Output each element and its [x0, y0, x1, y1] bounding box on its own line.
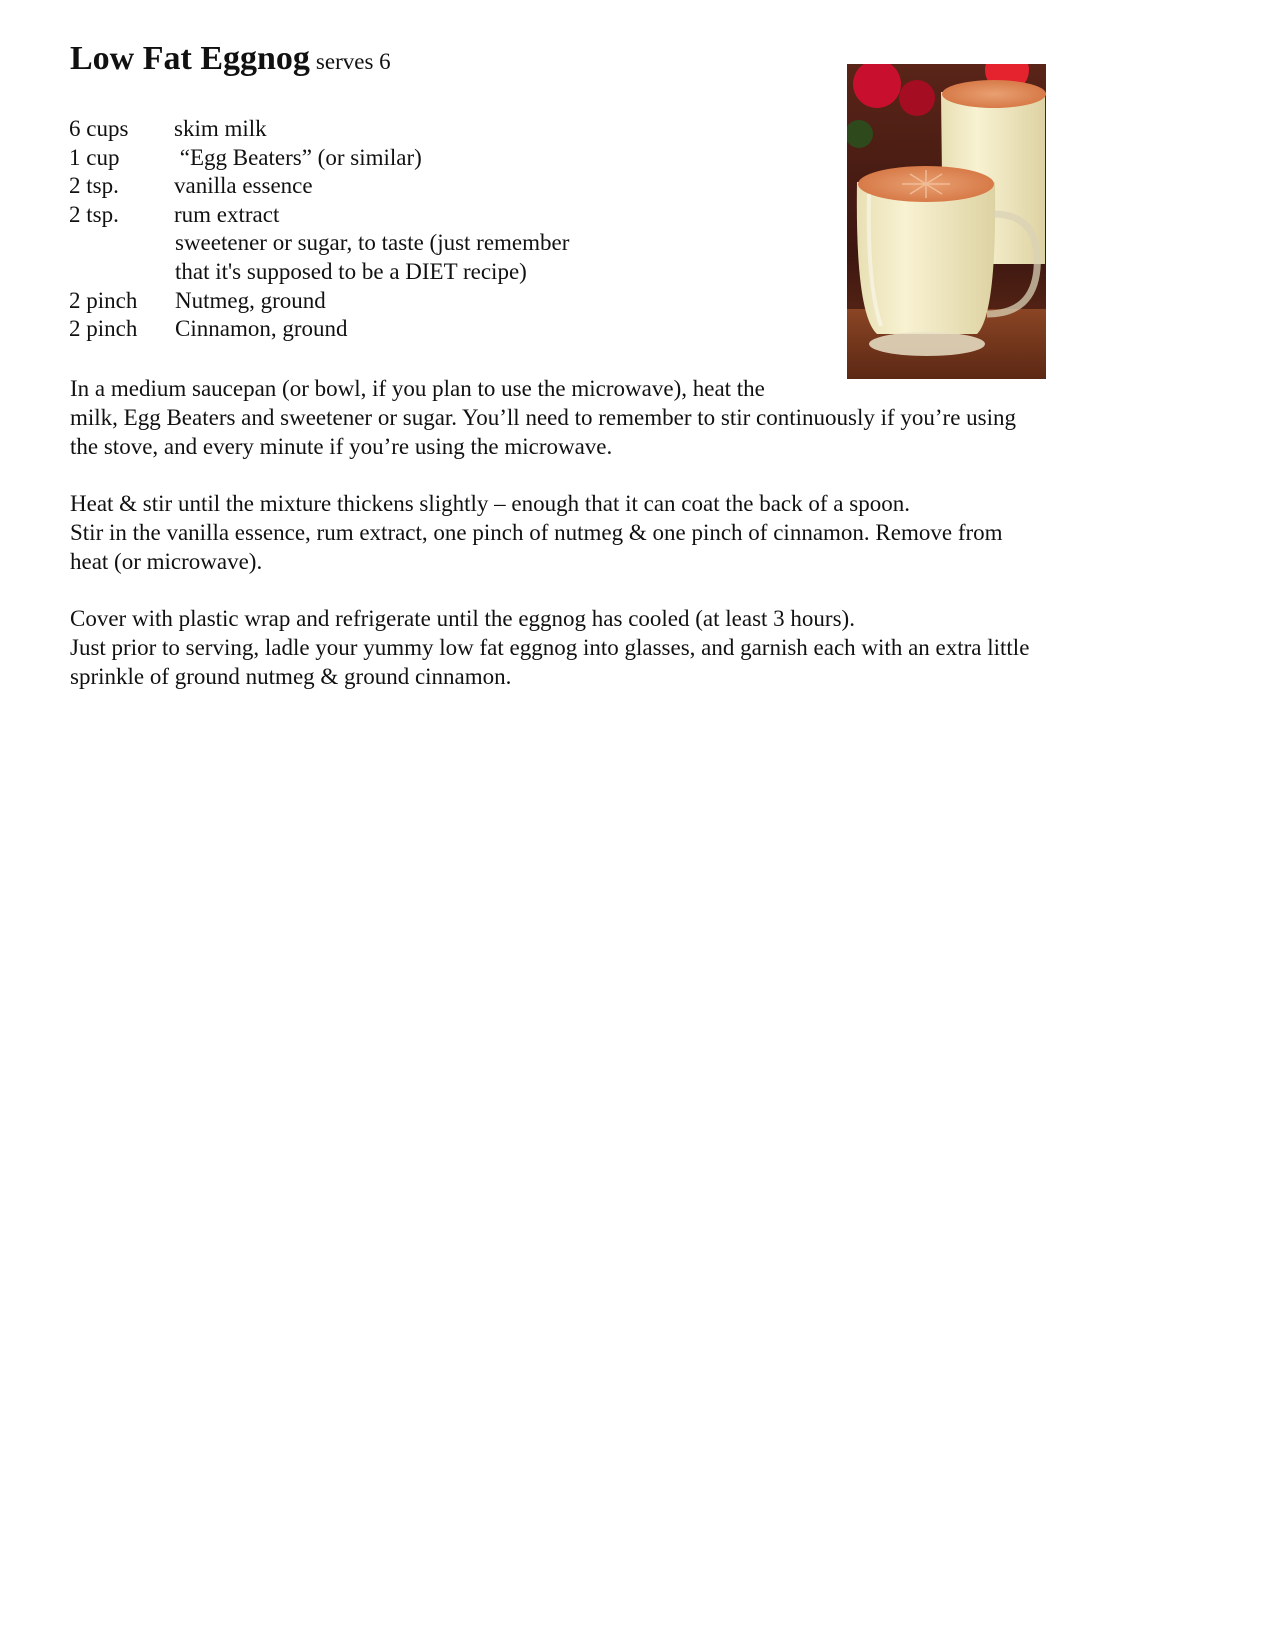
ingredient-row [69, 201, 569, 230]
ingredient-qty: 2 tsp. [69, 173, 119, 199]
title-line [70, 40, 391, 78]
instruction-line: Heat & stir until the mixture thickens slightly – enough that it can coat the back of a spoon. [70, 491, 910, 516]
instruction-line: Cover with plastic wrap and refrigerate until the eggnog has cooled (at least 3 hours). [70, 606, 855, 631]
ingredient-item: skim milk [174, 116, 267, 141]
ingredient-row [69, 258, 569, 287]
ingredient-item: sweetener or sugar, to taste (just remember [175, 230, 570, 256]
ornament-red-2 [899, 80, 935, 116]
back-glass-topping [942, 80, 1046, 108]
instruction-line: In a medium saucepan (or bowl, if you plan to use the microwave), heat the [70, 376, 765, 401]
ingredient-item: rum extract [174, 201, 280, 227]
ingredient-row [69, 315, 569, 344]
ingredient-qty: 6 cups [69, 116, 129, 141]
ingredient-list [69, 115, 569, 344]
mug-base [869, 332, 985, 356]
instruction-paragraph [70, 489, 1160, 576]
ingredient-item: vanilla essence [174, 173, 313, 199]
instruction-line: the stove, and every minute if you’re using the microwave. [70, 434, 613, 459]
instruction-line: milk, Egg Beaters and sweetener or sugar. You’ll need to remember to stir continuously if you’re using [70, 405, 1016, 430]
instructions [70, 374, 1160, 719]
instruction-line: Stir in the vanilla essence, rum extract, one pinch of nutmeg & one pinch of cinnamon. Remove from [70, 520, 1003, 545]
ingredient-item: Cinnamon, ground [175, 316, 348, 342]
ingredient-qty: 1 cup [69, 144, 120, 170]
ingredient-qty: 2 pinch [69, 316, 138, 342]
instruction-line: heat (or microwave). [70, 549, 263, 574]
ingredient-item: Nutmeg, ground [175, 287, 326, 313]
ingredient-qty [69, 258, 174, 287]
eggnog-photo [847, 64, 1046, 379]
recipe-title: Low Fat Eggnog [70, 40, 310, 77]
instruction-line: Just prior to serving, ladle your yummy low fat eggnog into glasses, and garnish each with an extra little [70, 635, 1030, 660]
instruction-line: sprinkle of ground nutmeg & ground cinnamon. [70, 664, 512, 689]
ingredient-row [69, 229, 569, 258]
ingredient-qty [69, 229, 174, 258]
serves-label: serves 6 [315, 49, 391, 74]
ingredient-item: that it's supposed to be a DIET recipe) [175, 258, 527, 284]
ingredient-row [69, 115, 569, 144]
ingredient-item: “Egg Beaters” (or similar) [174, 144, 422, 170]
ingredient-qty: 2 tsp. [69, 201, 119, 227]
ingredient-row [69, 287, 569, 316]
ingredient-qty: 2 pinch [69, 287, 138, 313]
instruction-paragraph [70, 374, 1160, 461]
ingredient-row [69, 172, 569, 201]
instruction-paragraph [70, 604, 1160, 691]
ingredient-row [69, 144, 569, 173]
